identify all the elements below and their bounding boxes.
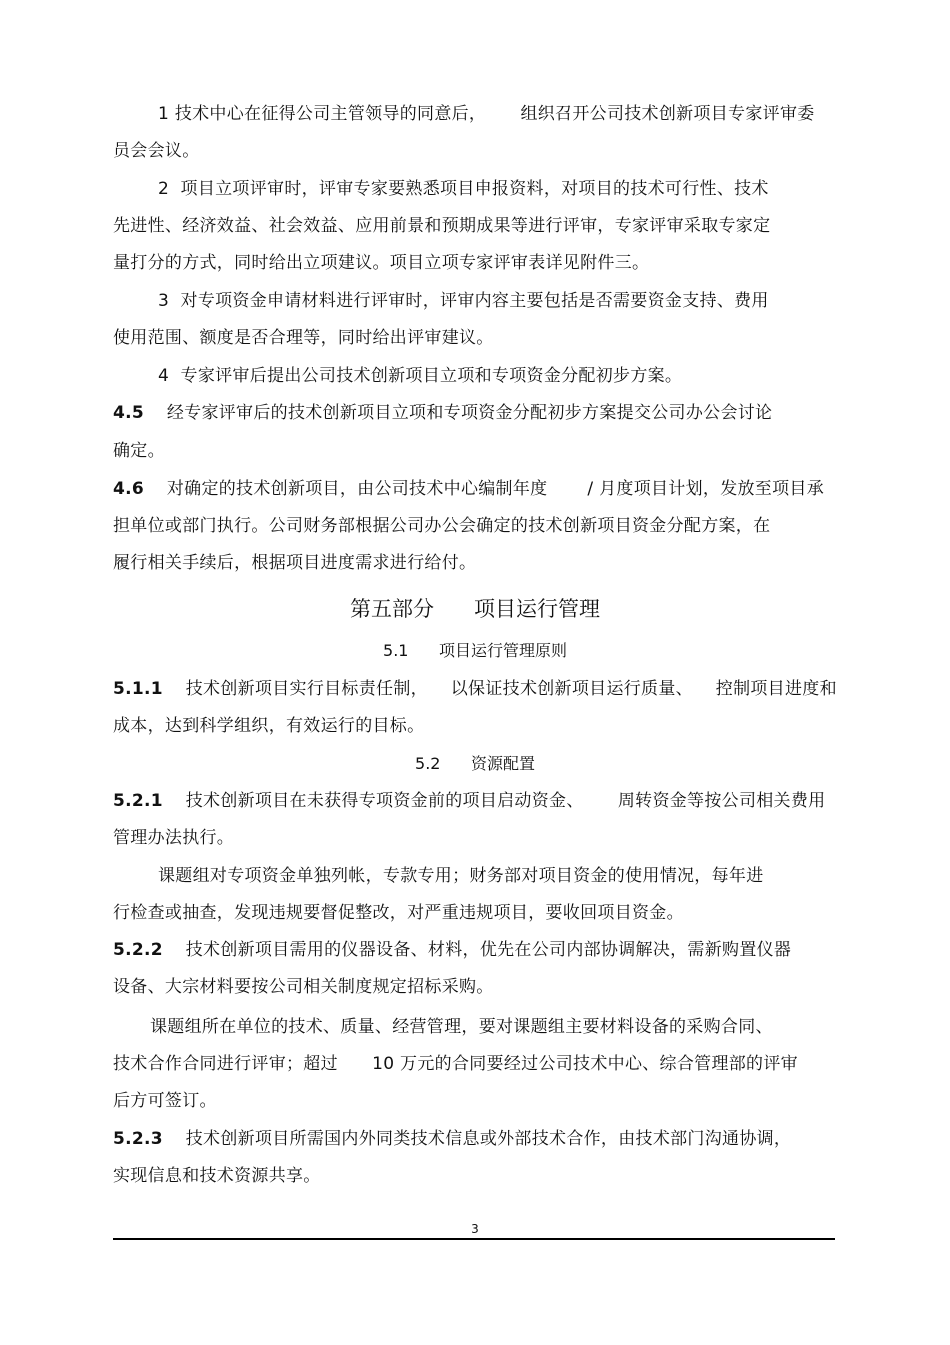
- section-5-2-2-line-1: [113, 938, 791, 962]
- section-4-6-line-3: 履行相关手续后，根据项目进度需求进行给付。: [113, 553, 477, 573]
- paragraph-5-2-2-b-line-1: 课题组所在单位的技术、质量、经营管理，要对课题组主要材料设备的采购合同、: [150, 1017, 773, 1037]
- section-5-1-heading: 5.1 项目运行管理原则: [383, 641, 567, 660]
- section-number: 5.2.1: [113, 791, 163, 811]
- section-4-6-line-1: [113, 477, 824, 501]
- section-4-5-line-2: 确定。: [113, 441, 165, 461]
- section-5-2-3-line-1: [113, 1127, 791, 1151]
- paragraph-4-line-1: 4 专家评审后提出公司技术创新项目立项和专项资金分配初步方案。: [158, 366, 683, 386]
- part-5-heading: 第五部分 项目运行管理: [349, 597, 601, 621]
- page-number: 3: [471, 1222, 479, 1236]
- section-text: 技术创新项目实行目标责任制， 以保证技术创新项目运行质量、 控制项目进度和: [185, 679, 837, 699]
- section-5-2-1-line-1: [113, 789, 825, 813]
- paragraph-2-line-1: 2 项目立项评审时，评审专家要熟悉项目申报资料，对项目的技术可行性、技术: [158, 179, 769, 199]
- section-number: 4.6: [113, 479, 145, 499]
- footer-rule: [113, 1238, 835, 1240]
- paragraph-3-line-1: 3 对专项资金申请材料进行评审时，评审内容主要包括是否需要资金支持、费用: [158, 291, 769, 311]
- paragraph-2-line-3: 量打分的方式，同时给出立项建议。项目立项专家评审表详见附件三。: [113, 253, 650, 273]
- paragraph-5-2-2-b-line-3: 后方可签订。: [113, 1091, 217, 1111]
- paragraph-5-2-2-b-line-2: 技术合作合同进行评审；超过 10 万元的合同要经过公司技术中心、综合管理部的评审: [113, 1054, 798, 1074]
- section-5-2-3-line-2: 实现信息和技术资源共享。: [113, 1166, 321, 1186]
- section-5-1-1-line-1: [113, 677, 837, 701]
- section-number: 5.2.3: [113, 1129, 163, 1149]
- section-number: 4.5: [113, 403, 145, 423]
- section-text: 对确定的技术创新项目，由公司技术中心编制年度 / 月度项目计划，发放至项目承: [166, 479, 824, 499]
- section-text: 技术创新项目所需国内外同类技术信息或外部技术合作，由技术部门沟通协调，: [185, 1129, 792, 1149]
- paragraph-5-2-1-b-line-2: 行检查或抽查，发现违规要督促整改，对严重违规项目，要收回项目资金。: [113, 903, 684, 923]
- paragraph-1-line-1: 1 技术中心在征得公司主管领导的同意后， 组织召开公司技术创新项目专家评审委: [158, 104, 815, 124]
- section-5-1-1-line-2: 成本，达到科学组织，有效运行的目标。: [113, 716, 425, 736]
- section-text: 技术创新项目需用的仪器设备、材料，优先在公司内部协调解决，需新购置仪器: [185, 940, 792, 960]
- section-number: 5.1.1: [113, 679, 163, 699]
- section-text: 技术创新项目在未获得专项资金前的项目启动资金、 周转资金等按公司相关费用: [185, 791, 826, 811]
- section-text: 经专家评审后的技术创新项目立项和专项资金分配初步方案提交公司办公会讨论: [166, 403, 773, 423]
- paragraph-1-line-2: 员会会议。: [113, 141, 200, 161]
- section-number: 5.2.2: [113, 940, 163, 960]
- paragraph-3-line-2: 使用范围、额度是否合理等，同时给出评审建议。: [113, 328, 494, 348]
- section-4-6-line-2: 担单位或部门执行。公司财务部根据公司办公会确定的技术创新项目资金分配方案，在: [113, 516, 771, 536]
- section-5-2-2-line-2: 设备、大宗材料要按公司相关制度规定招标采购。: [113, 977, 494, 997]
- section-5-2-heading: 5.2 资源配置: [415, 754, 535, 773]
- paragraph-2-line-2: 先进性、经济效益、社会效益、应用前景和预期成果等进行评审，专家评审采取专家定: [113, 216, 771, 236]
- paragraph-5-2-1-b-line-1: 课题组对专项资金单独列帐，专款专用；财务部对项目资金的使用情况，每年进: [158, 866, 764, 886]
- section-4-5-line-1: [113, 401, 772, 425]
- section-5-2-1-line-2: 管理办法执行。: [113, 828, 235, 848]
